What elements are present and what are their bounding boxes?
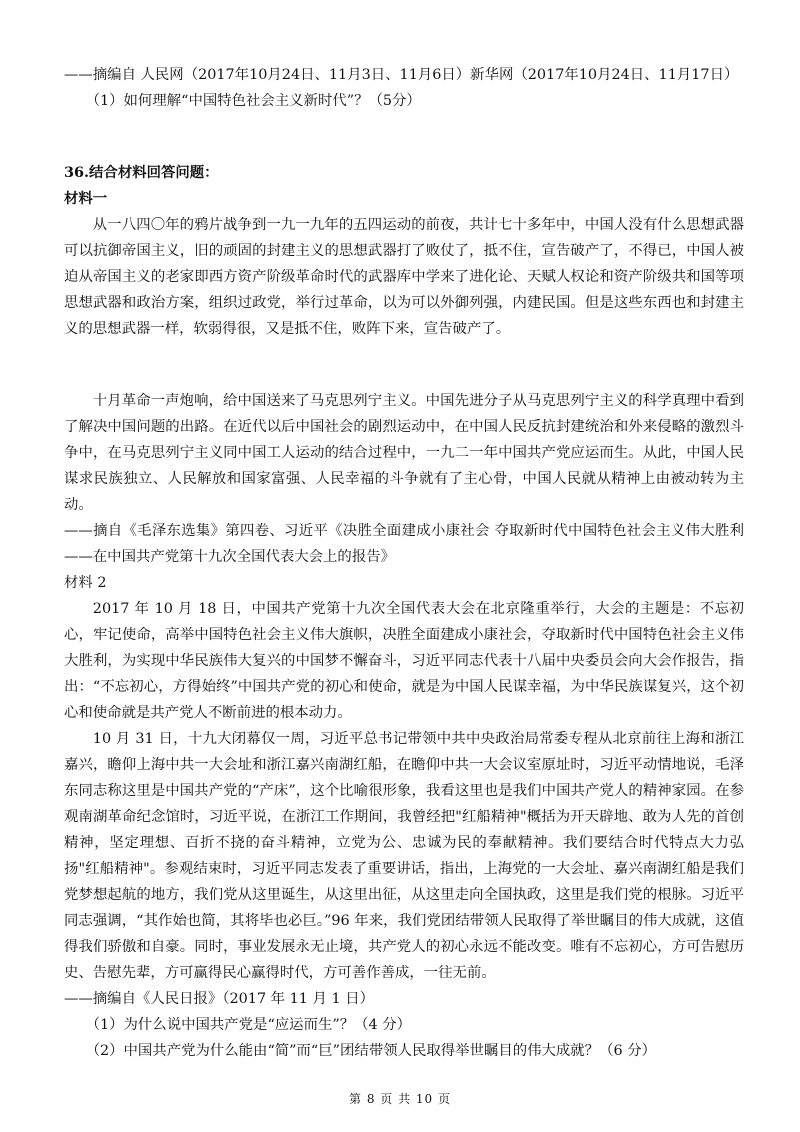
material-label: 材料 2 xyxy=(64,575,107,591)
question-text: （2）中国共产党为什么能由“简”而“巨”团结带领人民取得举世瞩目的伟大成就？（6 分） xyxy=(85,1043,656,1059)
question-text: （1）如何理解“中国特色社会主义新时代”？（5分） xyxy=(85,93,421,109)
source-citation: ——摘自《毛泽东选集》第四卷、习近平《决胜全面建成小康社会 夺取新时代中国特色社会主义伟大胜利——在中国共产党第十九次全国代表大会上的报告》 xyxy=(64,523,744,565)
material-label: 材料一 xyxy=(64,190,108,207)
page-footer: 第 8 页 共 10 页 xyxy=(349,1092,451,1106)
material-paragraph: 2017 年 10 月 18 日，中国共产党第十九次全国代表大会在北京隆重举行，大会的主题是：不忘初心，牢记使命，高举中国特色社会主义伟大旗帜，决胜全面建成小康社会，夺取新时代中国特色社会主义伟大胜利，为实现中华民族伟大复兴的中国梦不懈奋斗，习近平同志代表十八届中央委员会向大会作报告，指出：“不忘初心，方得始终”中国共产党的初心和使命，就是为中国人民谋幸福，为中华民族谋复兴，这个初心和使命就是共产党人不断前进的根本动力。 xyxy=(64,601,744,721)
material-paragraph: 从一八四〇年的鸦片战争到一九一九年的五四运动的前夜，共计七十多年中，中国人没有什么思想武器可以抗御帝国主义，旧的顽固的封建主义的思想武器打了败仗了，抵不住，宣告破产了，不得已，中国人被迫从帝国主义的老家即西方资产阶级革命时代的武器库中学来了进化论、天赋人权论和资产阶级共和国等项思想武器和政治方案，组织过政党，举行过革命，以为可以外御列强，内建民国。但是这些东西也和封建主义的思想武器一样，软弱得很，又是抵不住，败阵下来，宣告破产了。 xyxy=(64,217,744,337)
exam-page xyxy=(64,62,744,1064)
source-citation: ——摘编自《人民日报》（2017 年 11 月 1 日） xyxy=(64,991,375,1007)
question-heading: 36.结合材料回答问题： xyxy=(64,164,219,181)
material-paragraph: 十月革命一声炮响，给中国送来了马克思列宁主义。中国先进分子从马克思列宁主义的科学真理中看到了解决中国问题的出路。在近代以后中国社会的剧烈运动中，在中国人民反抗封建统治和外来侵略的激烈斗争中，在马克思列宁主义同中国工人运动的结合过程中，一九二一年中国共产党应运而生。从此，中国人民谋求民族独立、人民解放和国家富强、人民幸福的斗争就有了主心骨，中国人民就从精神上由被动转为主动。 xyxy=(64,393,744,513)
question-text: （1）为什么说中国共产党是“应运而生”？（4 分） xyxy=(85,1017,412,1033)
material-paragraph: 10 月 31 日，十九大闭幕仅一周，习近平总书记带领中共中央政治局常委专程从北京前往上海和浙江嘉兴，瞻仰上海中共一大会址和浙江嘉兴南湖红船，在瞻仰中共一大会议室原址时，习近平动情地说，毛泽东同志称这里是中国共产党的“产床”，这个比喻很形象，我看这里也是我们中国共产党人的精神家园。在参观南湖革命纪念馆时，习近平说，在浙江工作期间，我曾经把"红船精神"概括为开天辟地、敢为人先的首创精神，坚定理想、百折不挠的奋斗精神，立党为公、忠诚为民的奉献精神。我们要结合时代特点大力弘扬"红船精神"。参观结束时，习近平同志发表了重要讲话，指出，上海党的一大会址、嘉兴南湖红船是我们党梦想起航的地方，我们党从这里诞生，从这里出征，从这里走向全国执政，这里是我们党的根脉。习近平同志强调，“其作始也简，其将毕也必巨。”96 年来，我们党团结带领人民取得了举世瞩目的伟大成就，这值得我们骄傲和自豪。同时，事业发展永无止境，共产党人的初心永远不能改变。唯有不忘初心，方可告慰历史、告慰先辈，方可赢得民心赢得时代，方可善作善成，一往无前。 xyxy=(64,731,744,981)
source-citation: ——摘编自 人民网（2017年10月24日、11月3日、11月6日）新华网（2017年10月24日、11月17日） xyxy=(64,67,739,83)
